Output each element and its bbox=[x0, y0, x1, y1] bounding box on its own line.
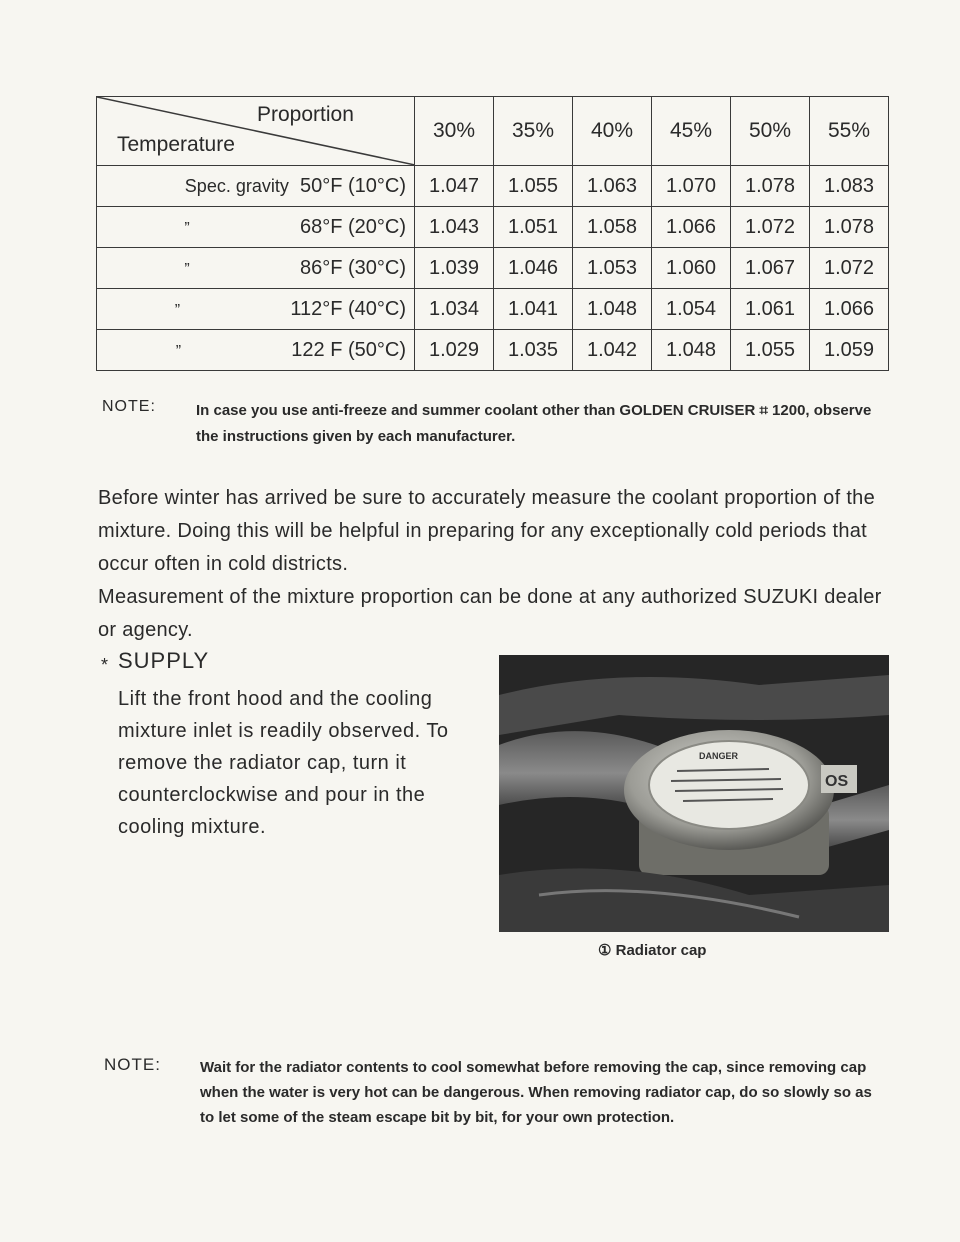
table-cell: 1.029 bbox=[415, 330, 494, 371]
table-row bbox=[97, 248, 889, 289]
table-cell: 1.078 bbox=[731, 166, 810, 207]
table-cell: 1.083 bbox=[810, 166, 889, 207]
table-cell: 1.039 bbox=[415, 248, 494, 289]
cap-side-text: OS bbox=[825, 773, 849, 790]
row-label-cell bbox=[97, 330, 415, 371]
ditto-mark: ” bbox=[184, 260, 190, 278]
column-header: 35% bbox=[494, 97, 573, 166]
column-header: 50% bbox=[731, 97, 810, 166]
asterisk-marker: * bbox=[101, 655, 109, 675]
table-cell: 1.055 bbox=[494, 166, 573, 207]
supply-heading: SUPPLY bbox=[118, 648, 210, 673]
column-header: 45% bbox=[652, 97, 731, 166]
table-cell: 1.051 bbox=[494, 207, 573, 248]
table-header-row bbox=[97, 97, 889, 166]
table-row bbox=[97, 166, 889, 207]
header-proportion: Proportion bbox=[257, 103, 354, 126]
table-cell: 1.054 bbox=[652, 289, 731, 330]
table-row bbox=[97, 289, 889, 330]
row-prefix: Spec. gravity bbox=[184, 175, 289, 196]
row-label-cell bbox=[97, 289, 415, 330]
table-cell: 1.034 bbox=[415, 289, 494, 330]
radiator-cap-photo bbox=[499, 655, 889, 932]
table-cell: 1.055 bbox=[731, 330, 810, 371]
body-paragraph bbox=[98, 482, 898, 647]
table-cell: 1.041 bbox=[494, 289, 573, 330]
ditto-mark: ” bbox=[174, 301, 181, 319]
note-text: In case you use anti-freeze and summer coolant other than GOLDEN CRUISER ⌗ 1200, observe the instructions given by each manufacturer. bbox=[196, 402, 872, 445]
row-temperature: 50°F (10°C) bbox=[299, 174, 406, 197]
table-cell: 1.066 bbox=[810, 289, 889, 330]
column-header: 55% bbox=[810, 97, 889, 166]
table-cell: 1.042 bbox=[573, 330, 652, 371]
note-label: NOTE: bbox=[102, 398, 156, 415]
ditto-mark: ” bbox=[175, 342, 182, 360]
row-temperature: 112°F (40°C) bbox=[290, 297, 406, 320]
table-cell: 1.048 bbox=[573, 289, 652, 330]
table-cell: 1.060 bbox=[652, 248, 731, 289]
table-cell: 1.058 bbox=[573, 207, 652, 248]
row-temperature: 86°F (30°C) bbox=[299, 256, 406, 279]
table-cell: 1.035 bbox=[494, 330, 573, 371]
note-label: NOTE: bbox=[104, 1055, 161, 1074]
table-cell: 1.072 bbox=[731, 207, 810, 248]
table-row bbox=[97, 330, 889, 371]
table-cell: 1.059 bbox=[810, 330, 889, 371]
column-header: 40% bbox=[573, 97, 652, 166]
photo-caption: ① Radiator cap bbox=[598, 942, 707, 959]
table-cell: 1.072 bbox=[810, 248, 889, 289]
note-text: Wait for the radiator contents to cool somewhat before removing the cap, since removing cap when the water is very hot can be dangerous. When removing radiator cap, do so slowly so as to let some of the steam escape bit by bit, for your own protection. bbox=[200, 1059, 872, 1126]
column-header: 30% bbox=[415, 97, 494, 166]
row-temperature: 122 F (50°C) bbox=[291, 338, 406, 361]
header-temperature: Temperature bbox=[117, 133, 235, 156]
paragraph-winter: Before winter has arrived be sure to accurately measure the coolant proportion of the mixture. Doing this will be helpful in preparing for any exceptionally cold periods that occur often in cold districts. bbox=[98, 487, 876, 575]
table-cell: 1.061 bbox=[731, 289, 810, 330]
ditto-mark: ” bbox=[184, 219, 190, 237]
specific-gravity-table bbox=[96, 96, 889, 371]
row-label-cell bbox=[97, 207, 415, 248]
paragraph-measurement: Measurement of the mixture proportion can be done at any authorized SUZUKI dealer or agency. bbox=[98, 586, 882, 641]
table-cell: 1.066 bbox=[652, 207, 731, 248]
table-cell: 1.047 bbox=[415, 166, 494, 207]
cap-warning-text: DANGER bbox=[699, 751, 739, 761]
row-label-cell bbox=[97, 248, 415, 289]
table-cell: 1.046 bbox=[494, 248, 573, 289]
table-cell: 1.048 bbox=[652, 330, 731, 371]
row-label-cell bbox=[97, 166, 415, 207]
table-cell: 1.043 bbox=[415, 207, 494, 248]
row-temperature: 68°F (20°C) bbox=[299, 215, 406, 238]
supply-text: Lift the front hood and the cooling mixture inlet is readily observed. To remove the radiator cap, turn it counterclockwise and pour in the cooling mixture. bbox=[118, 688, 449, 838]
table-cell: 1.070 bbox=[652, 166, 731, 207]
table-row bbox=[97, 207, 889, 248]
table-cell: 1.067 bbox=[731, 248, 810, 289]
diagonal-header-cell bbox=[97, 97, 415, 166]
radiator-cap-illustration bbox=[499, 655, 889, 932]
table-cell: 1.078 bbox=[810, 207, 889, 248]
table-cell: 1.053 bbox=[573, 248, 652, 289]
table-cell: 1.063 bbox=[573, 166, 652, 207]
